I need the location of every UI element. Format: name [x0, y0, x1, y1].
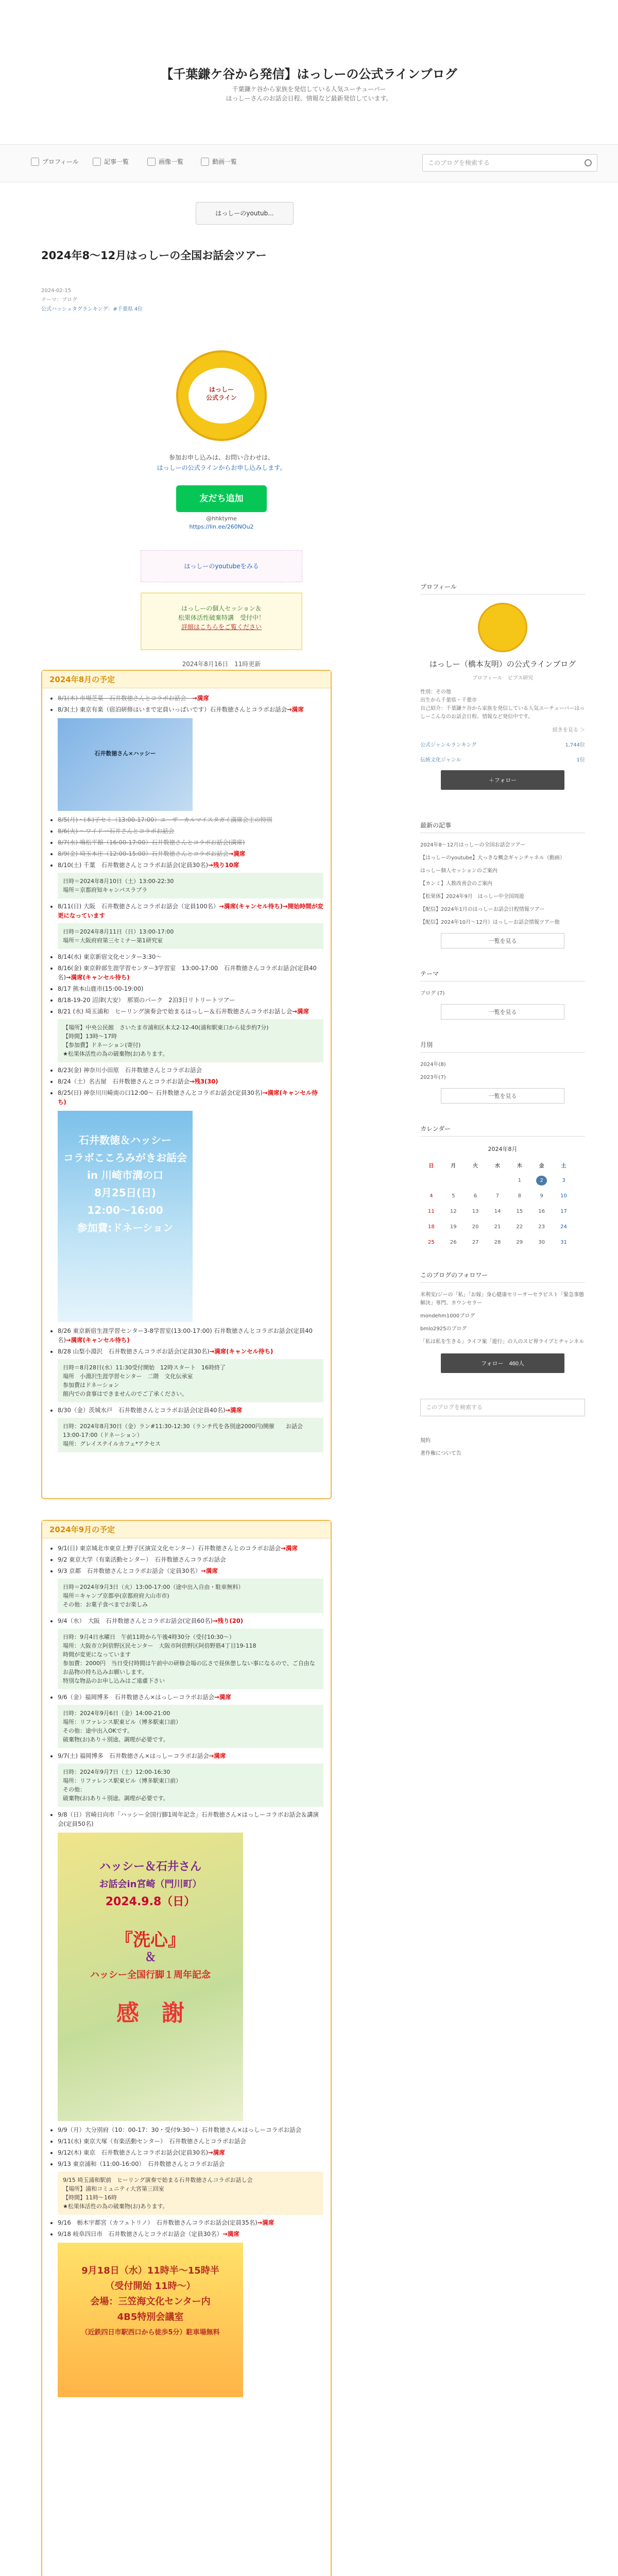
line-url-link[interactable]: https://lin.ee/260NOu2 — [189, 523, 254, 530]
schedule-list — [42, 688, 331, 1461]
calendar-day: 2 — [530, 1173, 553, 1188]
theme-link[interactable]: ブログ (7) — [420, 991, 445, 996]
schedule-item: • 8/26 東京新宿生涯学習センター3-8学習室(13:00-17:00) 石井数徳さんとコラボお話会(定員40名)→満席(キャンセル待ち) — [58, 1326, 323, 1345]
nav-articles[interactable] — [93, 157, 129, 166]
follower-list — [420, 1291, 585, 1346]
schedule-item: • 9/6（金）福岡博多 石井数徳さん×はっしーコラボお話会→満席 日時：2024年9月6日（金）14:00-21:00 場所：リファレンス駅東ビル（博多駅東口前） その他：途中出入OKです。 破棄物(お)あり＋別途。調理が必要です。 — [58, 1692, 323, 1748]
read-more-link[interactable]: 続きを見る ＞ — [552, 727, 585, 733]
schedule-item: • 9/12(木) 東京 石井数徳さんとコラボお話会(定員30名)→満席 — [58, 2148, 323, 2157]
schedule-item: • 9/11(水) 東京大塚（有楽活動センター） 石井数徳さんとコラボお話会 — [58, 2137, 323, 2146]
month-list — [420, 1061, 585, 1082]
calendar-day: 30 — [538, 1239, 545, 1245]
calendar-day: 12 — [450, 1208, 457, 1214]
event-detail-box: 日時：2024年9月7日（土）12:00-16:30 場所：リファレンス駅東ビル（博多駅東口前） その他： 破棄物(お)あり＋別途。調理が必要です。 — [58, 1764, 323, 1807]
ranking-row[interactable] — [420, 755, 585, 763]
calendar-day: 14 — [494, 1208, 501, 1214]
calendar-day: 24 — [560, 1224, 567, 1230]
nav-label: 画像一覧 — [159, 158, 184, 165]
theme-list — [420, 990, 585, 998]
image-icon — [147, 158, 156, 166]
sidebar-avatar[interactable] — [478, 603, 527, 652]
sidebar — [420, 582, 585, 1463]
rank-label[interactable]: 伝統文化ジャンル — [420, 757, 461, 763]
blog-title[interactable]: 【千葉鎌ケ谷から発信】はっしーの公式ラインブログ — [161, 67, 457, 81]
schedule-item: • 8/10(土) 千葉 石井数徳さんとコラボお話会(定員30名)→残り10席 日時＝2024年8月10日（土）13:00-22:30 場所＝京都府知キャンパスラプラ — [58, 860, 323, 899]
nav-search-input[interactable] — [422, 154, 597, 172]
youtube-banner[interactable]: はっしーのyoutub... — [196, 202, 294, 225]
weekday: 水 — [494, 1163, 500, 1169]
weekday: 月 — [451, 1163, 456, 1169]
schedule-item: • 8/1(木) 市場芝菜 石井数徳さんとコラボお話会 →満席 — [58, 693, 323, 703]
footer-link[interactable]: 著作権について告 — [420, 1451, 461, 1456]
nav-videos[interactable] — [201, 157, 237, 166]
schedule-item: • 8/28 山梨小淵沢 石井数徳さんコラボお話会(定員30名)→満席(キャンセル待ち) 日時＝8月28日(水）11:30受付開始 12時スタート 16時終了 場所 小淵沢生涯学習センター 二階 文化伝承室 参加費はドネーション 館内での食事はできませんのでご了承ください。 — [58, 1347, 323, 1402]
sidebar-heading: テーマ — [420, 969, 585, 981]
video-icon — [201, 158, 209, 166]
event-detail-box: 日時＝8月28日(水）11:30受付開始 12時スタート 16時終了 場所 小淵沢生涯学習センター 二階 文化伝承室 参加費はドネーション 館内での食事はできませんのでご了承ください。 — [58, 1359, 323, 1402]
recent-post-link[interactable]: 【カンミ】人数改善会のご案内 — [420, 881, 492, 887]
calendar-day: 15 — [516, 1208, 523, 1214]
calendar-day: 23 — [538, 1224, 545, 1230]
follow-button[interactable]: ＋フォロー — [441, 770, 564, 790]
calendar-day: 22 — [516, 1224, 523, 1230]
sidebar-sub: プロフィール ビブス研究 — [472, 675, 534, 681]
weekday: 日 — [428, 1163, 434, 1169]
calendar-day: 10 — [560, 1193, 567, 1199]
post-title[interactable]: 2024年8〜12月はっしーの全国お話会ツアー — [41, 249, 267, 262]
line-signup-link[interactable]: はっしーの公式ラインからお申し込みします。 — [157, 464, 286, 471]
event-poster-image: 9月18日（水）11時半〜15時半 （受付開始 11時〜） 会場：三笠海文化センター内 4B5特別会議室 （近鉄四日市駅西口から徒歩5分）駐車場無料 — [58, 2243, 243, 2397]
schedule-heading: 2024年8月の予定 — [42, 671, 331, 688]
line-profile-avatar — [176, 350, 267, 441]
nav-label: 記事一覧 — [104, 158, 129, 165]
follow-button[interactable]: フォロー 460人 — [441, 1353, 564, 1373]
search-placeholder: このブログを検索する — [428, 159, 490, 166]
nav-images[interactable] — [147, 157, 183, 166]
weekday: 木 — [517, 1163, 522, 1169]
rank-value: 1位 — [576, 757, 585, 763]
follower-link[interactable]: mondehm1000ブログ — [420, 1313, 475, 1319]
footer-links — [420, 1437, 585, 1458]
schedule-item: • 8/18-19-20 沼津(大安） 那須のパーク 2泊3日リトリートツアー — [58, 995, 323, 1005]
calendar-day: 18 — [428, 1224, 435, 1230]
profile-card — [41, 350, 402, 670]
recent-posts — [420, 841, 585, 927]
calendar-day: 9 — [540, 1193, 543, 1199]
weekday: 火 — [473, 1163, 478, 1169]
nav-profile[interactable] — [31, 157, 79, 166]
main-content — [41, 242, 402, 2576]
month-link[interactable]: 2023年(7) — [420, 1075, 446, 1080]
schedule-item: • 9/18 岐阜四日市 石井数徳さんとコラボお話会（定員30名）→満席 9月18日（水）11時半〜15時半 （受付開始 11時〜） 会場：三笠海文化センター内 4B5特別会議室 （近鉄四日市駅西口から徒歩5分）駐車場無料 — [58, 2229, 323, 2397]
nav-label: 動画一覧 — [212, 158, 237, 165]
more-button[interactable]: 一覧を見る — [441, 933, 564, 948]
schedule-item: • 8/3(土) 東京有楽（宿泊研修はいまで定員いっぱいです）石井数徳さんとコラボお話会→満席 石井数徳さん×ハッシー — [58, 705, 323, 811]
event-detail-box: 9/15 埼玉浦和駅前 ヒーリング演奏で始まる石井数徳さんコラボお話し会 【場所】浦和コミュニティ大宮第三回室 【時間】11時〜16時 ★松果体活性の為の破棄物(お)あります。 — [58, 2172, 323, 2215]
schedule-item: • 9/9（月）大分別府（10：00-17：30・受付9:30〜）石井数徳さん×はっしーコラボお話会 — [58, 2125, 323, 2134]
nav-bar — [0, 144, 618, 182]
event-poster-image: ハッシー＆石井さん お話会in宮崎（門川町） 2024.9.8（日） 『洗心』 ＆ ハッシー全国行脚１周年記念 感 謝 — [58, 1833, 243, 2121]
calendar-day: 7 — [495, 1193, 500, 1199]
blog-description — [0, 84, 618, 103]
schedule-item: • 9/16 栃木宇都宮（カフェトリノ） 石井数徳さんコラボお話会(定員35名)→満席 — [58, 2218, 323, 2227]
youtube-link[interactable]: はっしーのyoutubeをみる — [184, 563, 259, 570]
recent-post-link[interactable]: 2024年8〜12月はっしーの全国お話会ツアー — [420, 842, 526, 848]
line-add-friend-button[interactable]: 友だち追加 — [176, 485, 267, 512]
event-detail-box: 日時＝2024年9月3日（火）13:00-17:00（途中出入自由・駐車無料） 場所＝キャンプ京都亭(京都府府大山市市) その他：お菓子食べまでお楽しみ — [58, 1579, 323, 1613]
schedule-item: • 8/7(水) 鳴松平館（16:00-17:00）石井数徳さんとコラボお話会(満席) — [58, 838, 323, 847]
youtube-link-box[interactable] — [141, 550, 302, 582]
notice-link[interactable]: 詳細はこちらをご覧ください — [181, 623, 262, 631]
calendar-day: 21 — [494, 1224, 501, 1230]
follower-link[interactable]: 米利安/ジーの「私」「お嫁」身心健康セリーサーセラピスト「緊急事態解決」専門、カウンセラー — [420, 1292, 585, 1306]
notice-line: はっしーの個人セッション＆ — [181, 605, 262, 612]
person-icon — [31, 158, 39, 166]
post-theme[interactable]: テーマ：ブログ — [41, 297, 77, 303]
sidebar-blog-name[interactable]: はっしー（橋本友明）の公式ラインブログ — [429, 659, 576, 669]
search-icon[interactable] — [585, 159, 592, 166]
weekday: 土 — [561, 1163, 566, 1169]
event-poster-image: 石井数徳さん×ハッシー — [58, 718, 193, 811]
schedule-item: • 9/2 東京大学（有楽活動センター） 石井数徳さんコラボお話会 — [58, 1555, 323, 1564]
schedule-august — [41, 670, 332, 1499]
blog-header — [0, 0, 618, 121]
calendar-day: 13 — [472, 1208, 479, 1214]
schedule-item: • 8/9(金) 埼玉本庄（12:00-15:00）石井数徳さんとコラボお話会→満席 — [58, 849, 323, 858]
schedule-item: • 9/4（水） 大阪 石井数徳さんとコラボお話会(定員60名)→残り(20) 日時：9月4日水曜日 午前11時から午後4時30分（受付10:30〜） 場所：大阪市立阿倍野区民センター 大阪市阿倍野区阿倍野筋4丁目19-118 時間が変更になっています 参加費：2000円 当日受付時間は午前中の研修会場の広さで昼休憩しない事になるので、ご自由なお品物の持ち込みお願いします。 特別な物品のお申し込みはご遠慮下さい — [58, 1616, 323, 1689]
schedule-item: • 9/8（日）宮崎日向市「ハッシー全国行脚1周年記念」石井数徳さん×はっしーコラボお話会＆講演会(定員50名) ハッシー＆石井さん お話会in宮崎（門川町） 2024.9.8（日） 『洗心』 ＆ ハッシー全国行脚１周年記念 感 謝 — [58, 1810, 323, 2121]
schedule-item: • 8/16(金) 東京幹部生涯学習センター3学習室 13:00-17:00 石井数徳さんコラボお話会(定員40名)→満席(キャンセル待ち) — [58, 963, 323, 982]
rank-value: 1,744位 — [565, 742, 585, 748]
schedule-september — [41, 1520, 332, 2576]
event-detail-box: 日時：2024年9月6日（金）14:00-21:00 場所：リファレンス駅東ビル（博多駅東口前） その他：途中出入OKです。 破棄物(お)あり＋別途。調理が必要です。 — [58, 1705, 323, 1748]
calendar-day: 11 — [428, 1208, 435, 1214]
event-detail-box: 日時＝2024年8月11日（日）13:00-17:00 場所＝大阪府府第三セミナー第1研究室 — [58, 923, 323, 949]
calendar — [420, 1157, 575, 1250]
calendar-day: 16 — [538, 1208, 545, 1214]
sidebar-heading: 月別 — [420, 1040, 585, 1053]
calendar-day: 29 — [516, 1239, 523, 1245]
follower-link[interactable]: 「私は私を生きる」ライフ案「遊行」の人のスピ界ライブとチャンネル — [420, 1339, 585, 1345]
calendar-day: 27 — [472, 1239, 479, 1245]
avatar-text: はっしー 公式ライン — [188, 368, 254, 423]
month-link[interactable]: 2024年(8) — [420, 1062, 446, 1067]
sidebar-search-input[interactable]: このブログを検索する — [420, 1399, 585, 1416]
schedule-list — [42, 1538, 331, 2406]
schedule-item: • 8/21 (水) 埼玉浦和 ヒーリング演奏会で始まるはっしー＆石井数徳さんコラボお話し会→満席 【場所】中央公民館 さいたま市浦和区本太2-12-40(浦和駅東口から徒歩約7分) 【時間】13時〜17時 【参加費】ドネーション(寄付) ★松果体活性の為の破棄物(お)あります。 — [58, 1007, 323, 1062]
schedule-item: • 9/7(土) 福岡博多 石井数徳さん×はっしーコラボお話会→満席 日時：2024年9月7日（土）12:00-16:30 場所：リファレンス駅東ビル（博多駅東口前） その他： 破棄物(お)あり＋別途。調理が必要です。 — [58, 1751, 323, 1807]
calendar-month: 2024年8月 — [488, 1146, 518, 1153]
post-date: 2024-02-15 — [41, 288, 72, 294]
recent-post-link[interactable]: 【はっしーのyoutube】大っきな概念ギャンチャネル（動画） — [420, 855, 565, 861]
schedule-item: • 8/14(水) 東京新宿文化センター3:30〜 — [58, 952, 323, 961]
schedule-item: • 9/13 東京浦和（11:00-16:00） 石井数徳さんとコラボお話会 9/15 埼玉浦和駅前 ヒーリング演奏で始まる石井数徳さんコラボお話し会 【場所】浦和コミュニティ大宮第三回室 【時間】11時〜16時 ★松果体活性の為の破棄物(お)あります。 — [58, 2159, 323, 2215]
blog-desc-line: はっしーさんのお話会日程、情報など最新発信しています。 — [226, 95, 392, 102]
schedule-item: • 8/24（土）名古屋 石井数徳さんとコラボお話会→残3(30) — [58, 1077, 323, 1086]
calendar-day: 6 — [473, 1193, 477, 1199]
recent-post-link[interactable]: はっしー個人セッションのご案内 — [420, 868, 497, 874]
calendar-day: 1 — [518, 1177, 521, 1183]
calendar-day: 3 — [562, 1177, 565, 1183]
event-detail-box: 日時＝2024年8月10日（土）13:00-22:30 場所＝京都府知キャンパスラプラ — [58, 873, 323, 899]
schedule-item: • 9/3 京都 石井数徳さんとコラボお話会（定員30名）→満席 日時＝2024年9月3日（火）13:00-17:00（途中出入自由・駐車無料） 場所＝キャンプ京都亭(京都府府大山市市) その他：お菓子食べまでお楽しみ — [58, 1566, 323, 1613]
line-id: @hhktyme — [206, 515, 237, 522]
schedule-item: • 8/6(火) 〜ワイド一石井さんとコラボお話会 — [58, 826, 323, 836]
schedule-item: • 8/25(日) 神奈川川崎南の口12:00〜 石井数徳さんとコラボお話会(定員30名)→満席(キャンセル待ち) 石井数徳＆ハッシー コラボこころみがきお話会 in 川崎市溝の口 8月25日(日) 12:00〜16:00 参加費:ドネーション — [58, 1088, 323, 1322]
schedule-item: • 9/1(日) 東京城北市東京上野子区演宣文化センター）石井数徳さんとのコラボお話会→満席 — [58, 1544, 323, 1553]
event-detail-box: 【場所】中央公民館 さいたま市浦和区本太2-12-40(浦和駅東口から徒歩約7分) 【時間】13時〜17時 【参加費】ドネーション(寄付) ★松果体活性の為の破棄物(お)あります。 — [58, 1019, 323, 1062]
intro-text — [41, 452, 402, 473]
more-button[interactable]: 一覧を見る — [441, 1088, 564, 1104]
weekday: 金 — [539, 1163, 544, 1169]
sidebar-desc: 性別：その他 出生から千葉県・千葉市 自己紹介：千葉鎌ケ谷から家族を発信している人気ユーチューバーはっしーこんなのお話会日程、情報など発信中です。 — [420, 689, 585, 720]
sidebar-heading: カレンダー — [420, 1124, 585, 1137]
calendar-day: 5 — [452, 1193, 455, 1199]
schedule-item: • 8/11(日) 大阪 石井数徳さんとコラボお話会（定員100名）→満席(キャンセル待ち)→開始時間が変更になっています 日時＝2024年8月11日（日）13:00-17:00 場所＝大阪府府第三セミナー第1研究室 — [58, 902, 323, 949]
calendar-day: 8 — [518, 1193, 521, 1199]
schedule-item: • 8/5(月)・(本)子セミ（13:00-17:00）ユーザーカルマイスタガイ満席会主の特別 — [58, 815, 323, 824]
schedule-heading: 2024年9月の予定 — [42, 1521, 331, 1538]
schedule-item: • 8/17 熊本山鹿市(15:00-19:00) — [58, 984, 323, 993]
calendar-day: 25 — [428, 1239, 435, 1245]
session-notice[interactable] — [141, 592, 302, 650]
calendar-day: 19 — [450, 1224, 457, 1230]
sidebar-heading: このブログのフォロワー — [420, 1270, 585, 1283]
calendar-day: 28 — [494, 1239, 501, 1245]
sidebar-heading: プロフィール — [420, 582, 585, 595]
follower-link[interactable]: bmlo2925のブログ — [420, 1326, 467, 1332]
footer-link[interactable]: 規約 — [420, 1438, 431, 1444]
recent-post-link[interactable]: 【配信】2024年1月のはっしーお話会日程情報ツアー — [420, 907, 545, 912]
blog-desc-line: 千葉鎌ケ谷から家族を発信している人気ユーチューバー — [232, 86, 386, 93]
event-poster-image: 石井数徳＆ハッシー コラボこころみがきお話会 in 川崎市溝の口 8月25日(日) 12:00〜16:00 参加費:ドネーション — [58, 1111, 193, 1322]
post-hashtag-link[interactable]: 公式ハッシュタグランキング：#千葉県 4位 — [41, 307, 143, 312]
calendar-day: 4 — [430, 1193, 433, 1199]
schedule-item: • 8/30（金）茨城水戸 石井数徳さんとコラボお話会(定員40名)→満席 日時：2024年8月30日（金）ラン#11:30-12:30（ランチ代を各別途2000円)開催 お話会13:00-17:00（ドネーション） 場所：グレイステイルカフェ*アクセス — [58, 1405, 323, 1452]
ranking-row[interactable] — [420, 740, 585, 748]
post-meta — [41, 286, 402, 314]
updated-text: 2024年8月16日 11時更新 — [182, 660, 261, 668]
rank-label[interactable]: 公式ジャンルランキング — [420, 742, 477, 748]
calendar-day: 26 — [450, 1239, 457, 1245]
event-detail-box: 日時：9月4日水曜日 午前11時から午後4時30分（受付10:30〜） 場所：大阪市立阿倍野区民センター 大阪市阿倍野区阿倍野筋4丁目19-118 時間が変更になっています 参加費：2000円 当日受付時間は午前中の研修会場の広さで昼休憩しない事になるので、ご自由なお品物の持ち込みお願いします。 特別な物品のお申し込みはご遠慮下さい — [58, 1629, 323, 1689]
nav-label: プロフィール — [42, 158, 79, 165]
calendar-day: 17 — [560, 1208, 567, 1214]
more-button[interactable]: 一覧を見る — [441, 1004, 564, 1020]
notice-line: 松果体活性破棄特講 受付中！ — [178, 614, 265, 621]
sidebar-heading: 最新の記事 — [420, 821, 585, 833]
event-detail-box: 日時：2024年8月30日（金）ラン#11:30-12:30（ランチ代を各別途2000円)開催 お話会13:00-17:00（ドネーション） 場所：グレイステイルカフェ*アクセス — [58, 1418, 323, 1452]
calendar-day: 31 — [560, 1239, 567, 1245]
recent-post-link[interactable]: 【松果体】2024年9月 はっしー中全国周遊 — [420, 894, 524, 900]
intro-line: 参加お申し込みは、お問い合わせは、 — [168, 454, 274, 461]
recent-post-link[interactable]: 【配信】2024年10月〜12月）はっしーお話会情報ツアー他 — [420, 920, 560, 925]
calendar-day: 20 — [472, 1224, 479, 1230]
schedule-item: • 8/23(金) 神奈川小田原 石井数徳さんとコラボお話会 — [58, 1065, 323, 1075]
document-icon — [93, 158, 101, 166]
